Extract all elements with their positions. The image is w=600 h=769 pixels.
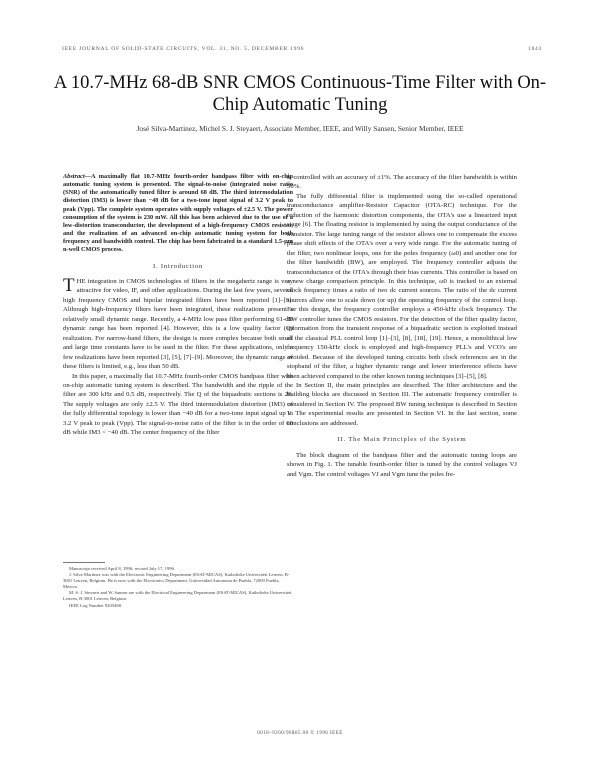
paper-title: A 10.7-MHz 68-dB SNR CMOS Continuous-Time Filter with On-Chip Automatic Tuning [53,73,547,115]
running-header [62,46,542,56]
intro-paragraph-1-text: HE integration in CMOS technologies of filters in the megahertz range is very attractive for video, IF, and other applications. During the last few years, several high frequency CMOS and bipolar integrated filters have been reported [1]–[9]. Although high-frequency filters have been integrated, these realizations present a relatively small dynamic range. Recently, a 4-MHz low pass filter performing 61-dB dynamic range has been reported [4]. However, this is a low quality factor (Q) realization. For narrow-band filters, the design is more complex because both small and large time constants have to be used in the filter. For these applications, only a few realizations have been reported [3], [5], [7]–[9]. Moreover, the dynamic range of these filters is limited, e.g., less than 50 dB. [63,278,293,371]
left-column [63,173,293,438]
footnote-block [63,562,293,609]
right-paragraph-4: The block diagram of the bandpass filter and the automatic tuning loops are shown in Fig. 1. The tunable fourth-order filter is tuned by the control voltages VJ and Vgm. The control voltages VJ and Vgm tune the poles fre- [287,451,517,478]
right-paragraph-3: In Section II, the main principles are described. The filter architecture and the building blocks are discussed in Section III. The automatic frequency controller is considered in Section IV. The proposed BW tuning technique is described in Section V. The experimental results are presented in Section VI. In the last section, some conclusions are addressed. [287,381,517,427]
right-paragraph-2: The fully differential filter is implemented using the so-called operational transconductance amplifier-Resistor Capacitor (OTA-RC) technique. For the reduction of the harmonic distortion components, the OTA's use a linearized input stage [6]. The floating resistor is implemented by using the output conductance of the transistor. The large tuning range of the resistor allows one to compensate the excess phase shift effects of the OTA's over a very wide range. For the automatic tuning of the filter, two nonlinear loops, one for the poles frequency (ω0) and another one for the filter bandwidth (BW), are employed. The frequency controller adjusts the transconductance of the OTA's through their bias currents. This controller is based on a new charge comparison principle. In this technique, ω0 is tracked to an external clock frequency times a ratio of two dc current sources. The ratio of the dc current sources allow one to scale down (or up) the operating frequency of the control loop. For this design, the frequency controller employs a 450-kHz clock frequency. The BW controller tunes the CMOS resistors. For the detection of the filter quality factor, information from the transient response of a biquadratic section is exploited instead of the classical PLL control loop [1]–[3], [8], [18], [19]. Hence, a monolithical low frequency 150-kHz clock is employed and high-frequency PLL's and VCO's are avoided. Because of the developed tuning circuits both clock references are in the stopband of the filter, a higher dynamic range and lower interference effects have been achieved compared to the other known tuning techniques [3]–[5], [8]. [287,192,517,380]
abstract-text: A maximally flat 10.7-MHz fourth-order bandpass filter with on-chip automatic tuning system is presented. The signal-to-noise (integrated noise ratio (SNR) of the automatically tuned filter is around 68 dB. The third intermodulation distortion (IM3) is lower than −40 dB for a two-tone input signal of 3.2 V peak to peak (Vpp). The complete system operates with supply voltages of ±2.5 V. The power consumption of the system is 230 mW. All this has been achieved due to the use of a low-distortion transconductor, the development of a high-frequency CMOS resistor, and the realization of an advanced on-chip automatic tuning system for both frequency and bandwidth control. The chip has been fabricated in a standard 1.5-μm n-well CMOS process. [63,173,293,254]
right-paragraph-1: is controlled with an accuracy of ±1%. The accuracy of the filter bandwidth is within 50%. [287,174,517,191]
drop-cap: T [63,275,75,297]
journal-name: IEEE JOURNAL OF SOLID-STATE CIRCUITS, VOL. 31, NO. 5, DECEMBER 1996 [62,46,305,52]
copyright-code: 0018–9200/96$05.00 © 1996 IEEE [257,730,343,736]
paper-authors: José Silva-Martinez, Michel S. J. Steyaert, Associate Member, IEEE, and Willy Sansen, Senior Member, IEEE [136,124,464,133]
footnote-received: Manuscript received April 8, 1996; revised July 17, 1996. [69,566,176,571]
abstract-lead: Abstract— [63,173,91,180]
abstract [63,173,293,255]
intro-paragraph-1 [63,277,293,372]
right-column [287,173,517,479]
footnote-log-number: IEEE Log Number 9205468. [69,602,123,608]
footnote-rule [63,562,105,563]
section-heading-introduction: I. Introduction [152,262,204,270]
intro-paragraph-2: In this paper, a maximally flat 10.7-MHz fourth-order CMOS bandpass filter with on-chip automatic tuning system is described. The bandwidth and the ripple of the filter are 300 kHz and 0.5 dB, respectively. The Q of the biquadratic sections is 20. The supply voltages are only ±2.5 V. The third intermodulation distortion (IM3) of the fully differential topology is lower than −40 dB for a two-tone input signal up to 3.2 V peak to peak (Vpp). The signal-to-noise ratio of the filter is in the order of 68 dB while IM3 < −40 dB. The center frequency of the filter [63,372,293,437]
section-heading-main-principles: II. The Main Principles of the System [337,436,467,444]
footnote-affiliation-1: J. Silva-Martinez was with the Electronic Engineering Department (ESAT-MICAS), Katholieke Universiteit Leuven, B-3001 Leuven, Belgium. He is now with the Electronics Department, Universidad Autonoma de Puebla, 72000 Puebla, Mexico. [63,572,290,590]
page-number: 1843 [528,46,542,52]
footnote-affiliation-2: M. S. J. Steyaert and W. Sansen are with the Electrical Engineering Department (ESAT-MICAS), Katholieke Universiteit Leuven, B-3001 Leuven, Belgium. [63,590,292,602]
